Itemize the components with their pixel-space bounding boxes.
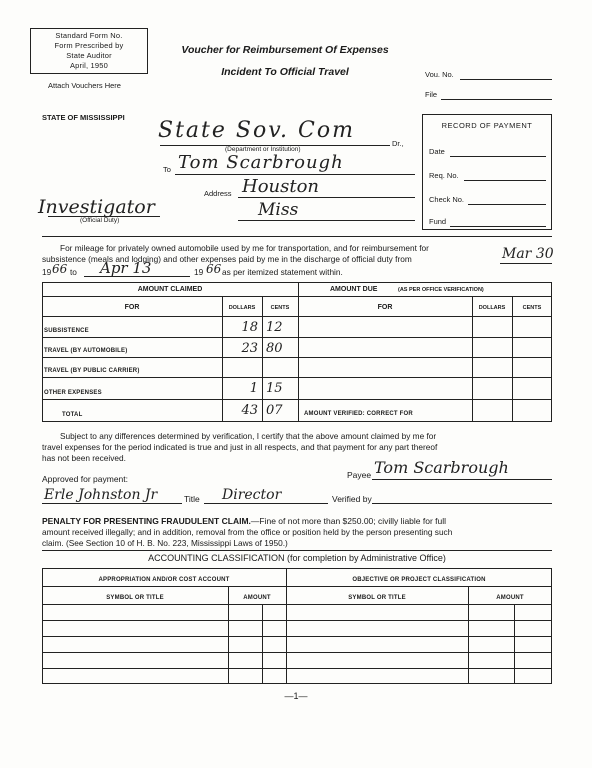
left-section-header: APPROPRIATION AND/OR COST ACCOUNT — [98, 577, 230, 583]
acct-row-line-4 — [42, 668, 552, 669]
row-other-cents: 15 — [266, 381, 283, 396]
file-line[interactable] — [441, 99, 552, 100]
acct-left-subcol-divider — [262, 604, 263, 684]
claimed-dollars-header: DOLLARS — [228, 305, 256, 311]
row-travel-auto-cents: 80 — [266, 341, 283, 356]
amount-claimed-header: AMOUNT CLAIMED — [137, 286, 203, 293]
verified-line[interactable] — [372, 503, 552, 504]
approver-signature: Erle Johnston Jr — [44, 487, 158, 503]
voucher-subtitle: Incident To Official Travel — [221, 66, 349, 78]
vou-label: Vou. No. — [425, 70, 454, 79]
amount-table-center-divider — [298, 282, 299, 422]
mid-19: 19 — [194, 267, 204, 277]
acct-right-subcol-divider — [514, 604, 515, 684]
row-total-cents: 07 — [266, 403, 283, 418]
penalty-line-2: amount received illegally; and in addition, removal from the office or position held by the person presenting such — [42, 527, 453, 537]
attach-note: Attach Vouchers Here — [48, 81, 121, 90]
payee-line — [372, 479, 552, 480]
voucher-title: Voucher for Reimbursement Of Expenses — [181, 44, 389, 56]
to-word: to — [70, 267, 77, 277]
state-label: STATE OF MISSISSIPPI — [42, 113, 125, 122]
amount-header-line-1 — [42, 296, 552, 297]
payee-signature: Tom Scarbrough — [374, 458, 509, 477]
due-cents-header: CENTS — [522, 305, 542, 311]
penalty-line-1 — [42, 516, 446, 526]
vou-line[interactable] — [460, 79, 552, 80]
claimed-cents-header: CENTS — [270, 305, 290, 311]
row-line-1 — [42, 337, 552, 338]
row-travel-auto-label: TRAVEL (BY AUTOMOBILE) — [44, 348, 128, 354]
accounting-header-line-2 — [42, 604, 552, 605]
accounting-top-rule — [42, 550, 552, 551]
cert-line-2: travel expenses for the period indicated is true and just in all respects, and that payment for any part thereof — [42, 442, 438, 452]
department-value: State Sov. Com — [158, 118, 355, 143]
acct-row-line-1 — [42, 620, 552, 621]
duty-value: Investigator — [38, 196, 155, 218]
amount-header-line-2 — [42, 316, 552, 317]
row-line-4 — [42, 399, 552, 400]
acct-row-line-3 — [42, 652, 552, 653]
left-symbol-header: SYMBOL OR TITLE — [106, 595, 164, 601]
amount-due-header: AMOUNT DUE — [330, 286, 378, 293]
due-dollars-header: DOLLARS — [478, 305, 506, 311]
record-title: RECORD OF PAYMENT — [441, 121, 533, 130]
address-label: Address — [204, 189, 232, 198]
title-value: Director — [222, 487, 282, 503]
due-col-divider-1 — [472, 296, 473, 422]
row-subsistence-label: SUBSISTENCE — [44, 328, 89, 334]
amount-due-note: (AS PER OFFICE VERIFICATION) — [398, 287, 484, 293]
row-subsistence-dollars: 18 — [241, 320, 258, 335]
row-subsistence-cents: 12 — [266, 320, 283, 335]
statement-line-1: For mileage for privately owned automobile used by me for transportation, and for reimbursement for — [60, 243, 429, 253]
duty-caption: (Official Duty) — [80, 217, 120, 224]
date-line: April, 1950 — [69, 61, 109, 70]
form-no-line: Standard Form No. — [55, 31, 123, 40]
from-date-value: Mar 30 — [502, 246, 554, 262]
record-date-label: Date — [429, 147, 445, 156]
due-col-divider-2 — [512, 296, 513, 422]
record-date-line[interactable] — [450, 156, 546, 157]
claimed-col-divider-2 — [262, 296, 263, 422]
prescribed-line: Form Prescribed by — [54, 41, 124, 50]
statement-suffix: as per itemized statement within. — [222, 267, 343, 277]
statement-line-2: subsistence (meals and lodging) and other expenses paid by me in the discharge of official duty from — [42, 254, 412, 264]
title-label: Title — [184, 494, 200, 504]
to-line — [175, 174, 415, 175]
record-check-line[interactable] — [468, 204, 546, 205]
address-line — [238, 197, 415, 198]
to-date-value: Apr 13 — [100, 259, 152, 277]
auditor-line: State Auditor — [66, 51, 112, 60]
payee-label: Payee — [347, 470, 372, 480]
prefix-19: 19 — [42, 267, 52, 277]
year-1: 66 — [52, 262, 68, 276]
from-date-line — [500, 263, 552, 264]
row-travel-auto-dollars: 23 — [241, 341, 258, 356]
to-date-line — [84, 276, 190, 277]
file-label: File — [425, 90, 438, 99]
due-for-header: FOR — [377, 304, 393, 311]
right-symbol-header: SYMBOL OR TITLE — [348, 595, 406, 601]
year-2: 66 — [206, 262, 222, 276]
accounting-subtitle: (for completion by Administrative Office) — [286, 553, 446, 563]
row-other-label: OTHER EXPENSES — [44, 390, 102, 396]
claimed-for-header: FOR — [124, 304, 140, 311]
row-other-dollars: 1 — [249, 381, 258, 396]
row-total-label: TOTAL — [62, 412, 83, 418]
acct-row-line-2 — [42, 636, 552, 637]
cert-line-3: has not been received. — [42, 453, 126, 463]
left-amount-header: AMOUNT — [243, 595, 271, 601]
section-divider-1 — [42, 236, 552, 237]
record-req-label: Req. No. — [429, 171, 459, 180]
verified-label: Verified by — [332, 494, 372, 504]
department-caption: (Department or Institution) — [225, 146, 301, 153]
record-check-label: Check No. — [429, 195, 465, 204]
to-value: Tom Scarbrough — [178, 152, 344, 173]
row-line-2 — [42, 357, 552, 358]
approver-line — [42, 503, 182, 504]
row-travel-public-label: TRAVEL (BY PUBLIC CARRIER) — [44, 368, 140, 374]
amount-verified-note: AMOUNT VERIFIED: CORRECT FOR — [304, 411, 413, 417]
cert-line-1: Subject to any differences determined by verification, I certify that the above amount claimed by me for — [60, 431, 437, 441]
address-value: Houston — [242, 176, 320, 197]
to-label: To — [163, 165, 171, 174]
right-amount-header: AMOUNT — [496, 595, 524, 601]
record-req-line[interactable] — [464, 180, 546, 181]
row-line-3 — [42, 377, 552, 378]
penalty-heading: PENALTY FOR PRESENTING FRAUDULENT CLAIM. — [42, 516, 251, 526]
dr-label: Dr., — [392, 139, 404, 148]
address-line-2 — [238, 220, 415, 221]
page-number: —1— — [284, 691, 308, 701]
title-line — [204, 503, 328, 504]
penalty-line-3: claim. (See Section 10 of H. B. No. 223, Mississippi Laws of 1950.) — [42, 538, 288, 548]
right-section-header: OBJECTIVE OR PROJECT CLASSIFICATION — [352, 577, 486, 583]
record-fund-label: Fund — [429, 217, 447, 226]
accounting-header-line-1 — [42, 586, 552, 587]
row-total-dollars: 43 — [241, 403, 258, 418]
accounting-title-row — [42, 553, 552, 563]
accounting-title: ACCOUNTING CLASSIFICATION — [148, 553, 285, 563]
penalty-line-1-rest: —Fine of not more than $250.00; civilly liable for full — [250, 516, 447, 526]
record-fund-line[interactable] — [450, 226, 546, 227]
address-value-2: Miss — [258, 200, 299, 220]
approved-label: Approved for payment: — [42, 474, 128, 484]
